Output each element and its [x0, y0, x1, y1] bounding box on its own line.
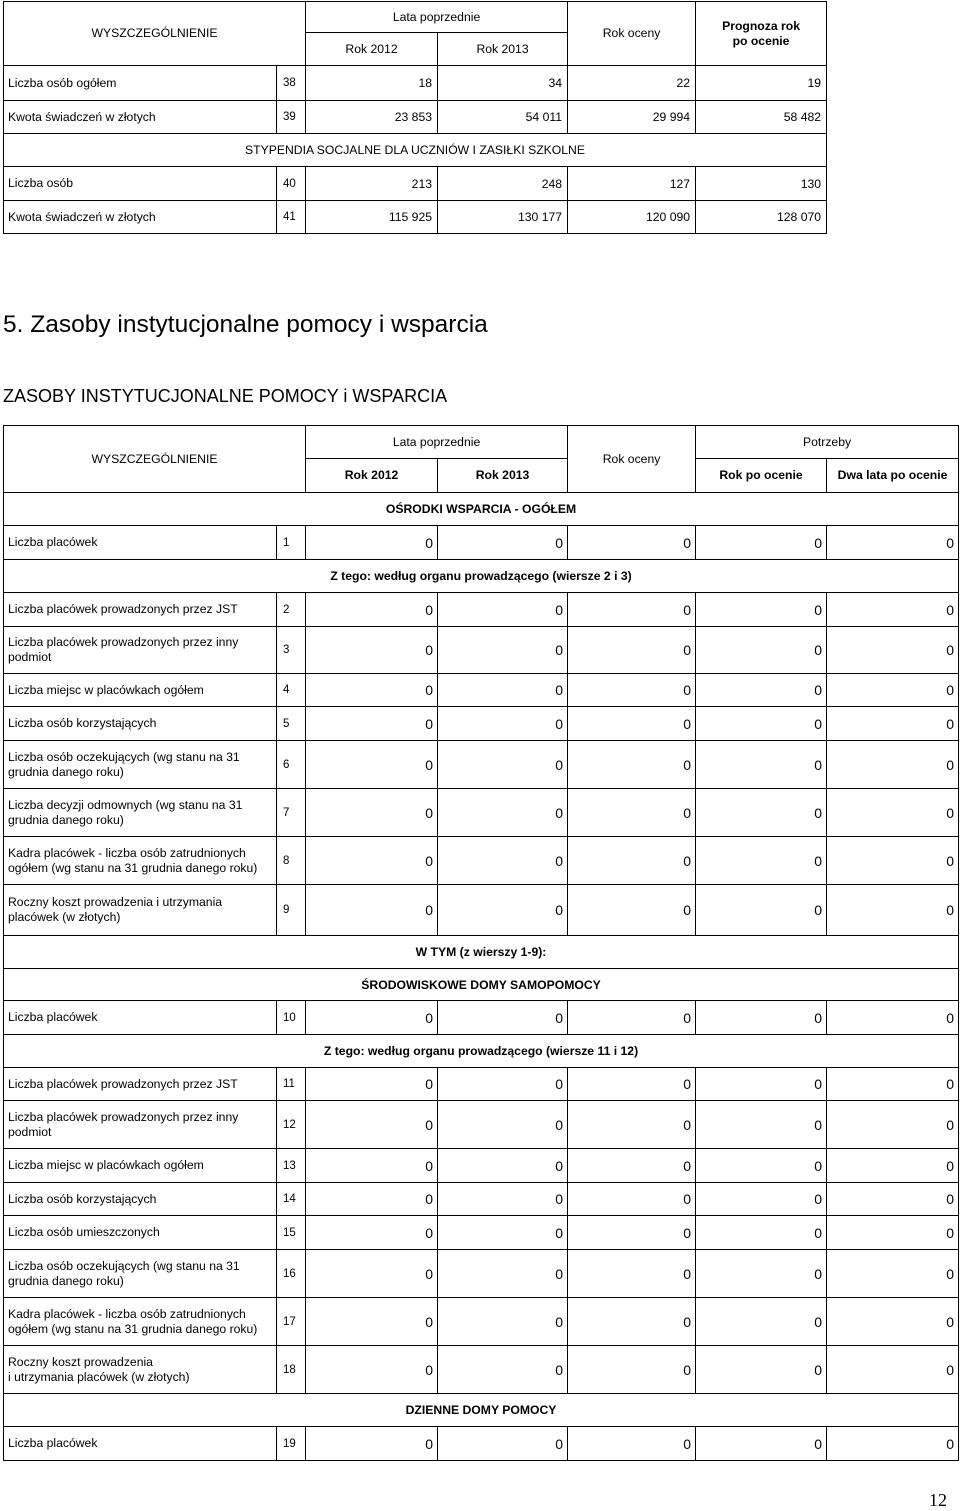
- value-assessment-year: 0: [568, 593, 696, 627]
- table-row: [4, 1101, 959, 1149]
- row-number: 15: [277, 1216, 306, 1250]
- header-year-2012: Rok 2012: [306, 33, 438, 66]
- row-label: Liczba osób korzystających: [4, 1183, 277, 1216]
- value-2012: 0: [306, 593, 438, 627]
- header-assessment-year: Rok oceny: [568, 2, 696, 66]
- table-row: [4, 1001, 959, 1035]
- table-row: [4, 593, 959, 627]
- table-row: [4, 66, 827, 101]
- row-label: Roczny koszt prowadzenia i utrzymania placówek (w złotych): [4, 885, 277, 936]
- header-description: WYSZCZEGÓLNIENIE: [4, 426, 306, 493]
- value-2013: 0: [438, 1068, 568, 1101]
- row-label: Liczba osób ogółem: [4, 66, 277, 101]
- value-2012: 0: [306, 1101, 438, 1149]
- value-assessment-year: 0: [568, 1101, 696, 1149]
- value-two-years-after: 0: [827, 1427, 959, 1461]
- value-assessment-year: 0: [568, 1427, 696, 1461]
- header-year-2013: Rok 2013: [438, 459, 568, 493]
- row-label: Kwota świadczeń w złotych: [4, 101, 277, 134]
- value-assessment-year: 0: [568, 885, 696, 936]
- header-past-years: Lata poprzednie: [306, 2, 568, 33]
- value-2013: 54 011: [438, 101, 568, 134]
- section-title: W TYM (z wierszy 1-9):: [4, 936, 959, 969]
- section-heading: 5. Zasoby instytucjonalne pomocy i wsparcia: [3, 311, 488, 338]
- header-two-years-after: Dwa lata po ocenie: [827, 459, 959, 493]
- header-year-after: Rok po ocenie: [696, 459, 827, 493]
- section-row: [4, 1394, 959, 1427]
- row-number: 11: [277, 1068, 306, 1101]
- value-year-after: 0: [696, 885, 827, 936]
- value-2012: 0: [306, 789, 438, 837]
- value-2012: 0: [306, 526, 438, 560]
- value-two-years-after: 0: [827, 627, 959, 674]
- row-label: Liczba osób korzystających: [4, 707, 277, 741]
- row-number: 12: [277, 1101, 306, 1149]
- row-number: 2: [277, 593, 306, 627]
- value-two-years-after: 0: [827, 885, 959, 936]
- value-2013: 0: [438, 1183, 568, 1216]
- value-assessment-year: 0: [568, 674, 696, 707]
- value-year-after: 0: [696, 526, 827, 560]
- value-2012: 0: [306, 741, 438, 789]
- value-two-years-after: 0: [827, 1346, 959, 1394]
- section-title: Z tego: według organu prowadzącego (wiersze 2 i 3): [4, 560, 959, 593]
- table-row: [4, 526, 959, 560]
- row-number: 1: [277, 526, 306, 560]
- value-two-years-after: 0: [827, 1149, 959, 1183]
- section-title: ŚRODOWISKOWE DOMY SAMOPOMOCY: [4, 969, 959, 1001]
- value-assessment-year: 0: [568, 1250, 696, 1298]
- row-number: 13: [277, 1149, 306, 1183]
- row-label: Kadra placówek - liczba osób zatrudnionych ogółem (wg stanu na 31 grudnia danego roku): [4, 837, 277, 885]
- value-assessment-year: 0: [568, 1346, 696, 1394]
- value-2012: 23 853: [306, 101, 438, 134]
- value-2012: 0: [306, 1250, 438, 1298]
- value-two-years-after: 0: [827, 1250, 959, 1298]
- row-number: 19: [277, 1427, 306, 1461]
- value-2013: 0: [438, 837, 568, 885]
- value-assessment-year: 127: [568, 167, 696, 201]
- value-two-years-after: 0: [827, 1101, 959, 1149]
- row-label: Roczny koszt prowadzenia i utrzymania placówek (w złotych): [4, 1346, 277, 1394]
- value-assessment-year: 0: [568, 1298, 696, 1346]
- value-2012: 213: [306, 167, 438, 201]
- table-row: [4, 1427, 959, 1461]
- row-label: Liczba placówek prowadzonych przez inny podmiot: [4, 1101, 277, 1149]
- value-year-after: 0: [696, 593, 827, 627]
- table-row: [4, 674, 959, 707]
- header-assessment-year: Rok oceny: [568, 426, 696, 493]
- row-number: 8: [277, 837, 306, 885]
- table-row: [4, 1298, 959, 1346]
- value-2013: 0: [438, 593, 568, 627]
- table-row: [4, 837, 959, 885]
- value-assessment-year: 0: [568, 1183, 696, 1216]
- value-2013: 130 177: [438, 201, 568, 234]
- value-year-after: 0: [696, 789, 827, 837]
- row-number: 9: [277, 885, 306, 936]
- value-assessment-year: 22: [568, 66, 696, 101]
- table-header-row: [4, 2, 827, 33]
- value-two-years-after: 0: [827, 593, 959, 627]
- value-2012: 0: [306, 1427, 438, 1461]
- value-2012: 115 925: [306, 201, 438, 234]
- row-number: 10: [277, 1001, 306, 1035]
- value-2012: 0: [306, 1001, 438, 1035]
- value-two-years-after: 0: [827, 1068, 959, 1101]
- header-needs: Potrzeby: [696, 426, 959, 459]
- table-row: [4, 627, 959, 674]
- value-assessment-year: 0: [568, 837, 696, 885]
- value-assessment-year: 0: [568, 789, 696, 837]
- institutional-resources-table: [3, 425, 959, 1461]
- row-number: 5: [277, 707, 306, 741]
- social-benefits-table: [3, 1, 827, 234]
- value-year-after: 0: [696, 1427, 827, 1461]
- value-2012: 0: [306, 1183, 438, 1216]
- row-label: Liczba osób oczekujących (wg stanu na 31 grudnia danego roku): [4, 741, 277, 789]
- value-assessment-year: 0: [568, 1001, 696, 1035]
- value-forecast: 19: [696, 66, 827, 101]
- value-2012: 0: [306, 627, 438, 674]
- value-2012: 0: [306, 674, 438, 707]
- row-number: 7: [277, 789, 306, 837]
- value-2013: 0: [438, 1101, 568, 1149]
- value-year-after: 0: [696, 741, 827, 789]
- row-number: 14: [277, 1183, 306, 1216]
- value-year-after: 0: [696, 1346, 827, 1394]
- value-assessment-year: 0: [568, 1216, 696, 1250]
- value-year-after: 0: [696, 1183, 827, 1216]
- table-row: [4, 707, 959, 741]
- value-two-years-after: 0: [827, 1001, 959, 1035]
- table-row: [4, 1068, 959, 1101]
- value-two-years-after: 0: [827, 707, 959, 741]
- value-year-after: 0: [696, 1101, 827, 1149]
- table-header-row: [4, 426, 959, 459]
- row-label: Kadra placówek - liczba osób zatrudnionych ogółem (wg stanu na 31 grudnia danego roku): [4, 1298, 277, 1346]
- value-2012: 18: [306, 66, 438, 101]
- header-past-years: Lata poprzednie: [306, 426, 568, 459]
- row-label: Liczba osób: [4, 167, 277, 201]
- value-year-after: 0: [696, 1216, 827, 1250]
- value-2013: 0: [438, 1250, 568, 1298]
- section-title: DZIENNE DOMY POMOCY: [4, 1394, 959, 1427]
- value-assessment-year: 0: [568, 741, 696, 789]
- row-number: 38: [277, 66, 306, 101]
- table-row: [4, 789, 959, 837]
- value-2013: 0: [438, 885, 568, 936]
- value-2013: 0: [438, 741, 568, 789]
- section-row: [4, 1035, 959, 1068]
- table-row: [4, 1250, 959, 1298]
- table-row: [4, 101, 827, 134]
- section-row: [4, 493, 959, 526]
- row-label: Liczba placówek: [4, 1001, 277, 1035]
- row-label: Liczba osób oczekujących (wg stanu na 31 grudnia danego roku): [4, 1250, 277, 1298]
- page-number: 12: [929, 1490, 947, 1510]
- row-label: Liczba placówek prowadzonych przez JST: [4, 593, 277, 627]
- row-label: Liczba osób umieszczonych: [4, 1216, 277, 1250]
- value-year-after: 0: [696, 1250, 827, 1298]
- table-row: [4, 1346, 959, 1394]
- value-2012: 0: [306, 1068, 438, 1101]
- row-number: 3: [277, 627, 306, 674]
- value-2012: 0: [306, 885, 438, 936]
- section-row: [4, 936, 959, 969]
- value-assessment-year: 0: [568, 627, 696, 674]
- value-2013: 0: [438, 526, 568, 560]
- row-label: Liczba miejsc w placówkach ogółem: [4, 674, 277, 707]
- row-label: Liczba miejsc w placówkach ogółem: [4, 1149, 277, 1183]
- value-year-after: 0: [696, 707, 827, 741]
- value-two-years-after: 0: [827, 674, 959, 707]
- value-assessment-year: 0: [568, 526, 696, 560]
- value-year-after: 0: [696, 837, 827, 885]
- value-2013: 0: [438, 1298, 568, 1346]
- value-two-years-after: 0: [827, 526, 959, 560]
- header-description: WYSZCZEGÓLNIENIE: [4, 2, 306, 66]
- value-2013: 0: [438, 1216, 568, 1250]
- value-2012: 0: [306, 1346, 438, 1394]
- value-2012: 0: [306, 1216, 438, 1250]
- section-title: OŚRODKI WSPARCIA - OGÓŁEM: [4, 493, 959, 526]
- value-2013: 0: [438, 1149, 568, 1183]
- section-title: STYPENDIA SOCJALNE DLA UCZNIÓW I ZASIŁKI SZKOLNE: [4, 134, 827, 167]
- table-row: [4, 1183, 959, 1216]
- value-2013: 248: [438, 167, 568, 201]
- table-row: [4, 201, 827, 234]
- value-assessment-year: 29 994: [568, 101, 696, 134]
- value-2013: 34: [438, 66, 568, 101]
- value-2012: 0: [306, 1298, 438, 1346]
- value-two-years-after: 0: [827, 1216, 959, 1250]
- value-assessment-year: 0: [568, 1149, 696, 1183]
- table-row: [4, 885, 959, 936]
- row-number: 41: [277, 201, 306, 234]
- value-two-years-after: 0: [827, 789, 959, 837]
- value-year-after: 0: [696, 1149, 827, 1183]
- value-assessment-year: 0: [568, 1068, 696, 1101]
- row-number: 4: [277, 674, 306, 707]
- value-2012: 0: [306, 1149, 438, 1183]
- value-2013: 0: [438, 627, 568, 674]
- value-year-after: 0: [696, 1001, 827, 1035]
- row-number: 17: [277, 1298, 306, 1346]
- row-label: Kwota świadczeń w złotych: [4, 201, 277, 234]
- value-year-after: 0: [696, 674, 827, 707]
- value-two-years-after: 0: [827, 1298, 959, 1346]
- section-row: [4, 560, 959, 593]
- header-year-2012: Rok 2012: [306, 459, 438, 493]
- value-two-years-after: 0: [827, 837, 959, 885]
- row-number: 6: [277, 741, 306, 789]
- row-label: Liczba placówek: [4, 1427, 277, 1461]
- value-year-after: 0: [696, 627, 827, 674]
- value-year-after: 0: [696, 1068, 827, 1101]
- section-title: Z tego: według organu prowadzącego (wiersze 11 i 12): [4, 1035, 959, 1068]
- row-number: 40: [277, 167, 306, 201]
- row-label: Liczba decyzji odmownych (wg stanu na 31 grudnia danego roku): [4, 789, 277, 837]
- table-title: ZASOBY INSTYTUCJONALNE POMOCY i WSPARCIA: [3, 386, 448, 406]
- value-forecast: 128 070: [696, 201, 827, 234]
- value-two-years-after: 0: [827, 741, 959, 789]
- row-label: Liczba placówek prowadzonych przez JST: [4, 1068, 277, 1101]
- row-number: 39: [277, 101, 306, 134]
- value-forecast: 58 482: [696, 101, 827, 134]
- row-label: Liczba placówek prowadzonych przez inny podmiot: [4, 627, 277, 674]
- value-assessment-year: 0: [568, 707, 696, 741]
- row-number: 18: [277, 1346, 306, 1394]
- value-2012: 0: [306, 707, 438, 741]
- section-row: [4, 134, 827, 167]
- value-2012: 0: [306, 837, 438, 885]
- value-2013: 0: [438, 707, 568, 741]
- header-forecast: Prognoza rok po ocenie: [696, 2, 827, 66]
- value-2013: 0: [438, 1001, 568, 1035]
- table-row: [4, 1216, 959, 1250]
- value-assessment-year: 120 090: [568, 201, 696, 234]
- value-2013: 0: [438, 1427, 568, 1461]
- table-row: [4, 167, 827, 201]
- table-row: [4, 1149, 959, 1183]
- value-forecast: 130: [696, 167, 827, 201]
- value-year-after: 0: [696, 1298, 827, 1346]
- table-row: [4, 741, 959, 789]
- value-2013: 0: [438, 1346, 568, 1394]
- header-year-2013: Rok 2013: [438, 33, 568, 66]
- section-row: [4, 969, 959, 1001]
- value-2013: 0: [438, 789, 568, 837]
- row-number: 16: [277, 1250, 306, 1298]
- row-label: Liczba placówek: [4, 526, 277, 560]
- value-2013: 0: [438, 674, 568, 707]
- value-two-years-after: 0: [827, 1183, 959, 1216]
